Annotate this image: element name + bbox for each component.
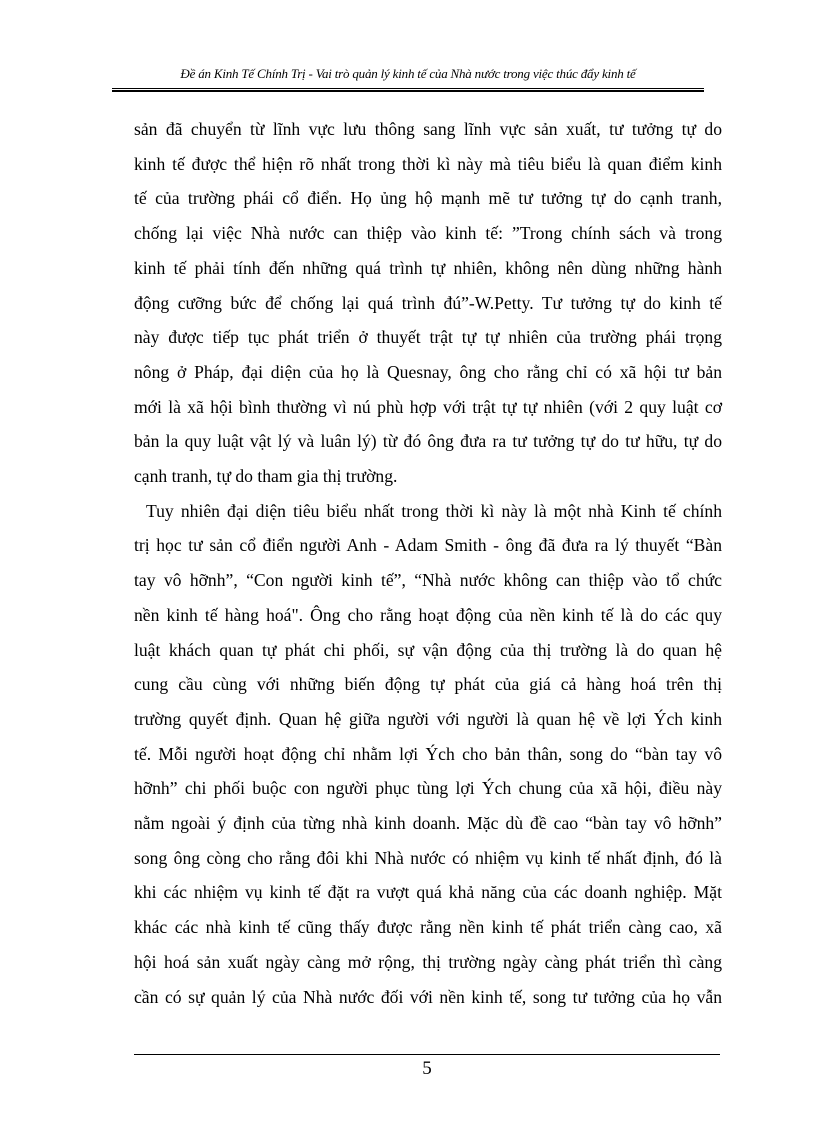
paragraph-1 (134, 112, 722, 494)
text-line: tế của trường phái cổ điển. Họ ủng hộ mạnh mẽ tư tưởng tự do cạnh tranh, (134, 188, 722, 209)
text-line: Tuy nhiên đại diện tiêu biểu nhất trong thời kì này là một nhà Kinh tế chính (146, 500, 722, 521)
text-line: bản la quy luật vật lý và luân lý) từ đó ông đưa ra tư tưởng tự do tư hữu, tự do (134, 431, 722, 452)
text-line: cần có sự quản lý của Nhà nước đối với nền kinh tế, song tư tưởng của họ vẫn (134, 986, 722, 1007)
text-line: cạnh tranh, tự do tham gia thị trường. (134, 466, 398, 487)
text-line: tay vô hỡnh”, “Con người kinh tế”, “Nhà nước không can thiệp vào tổ chức (134, 570, 722, 591)
text-line: hội hoá sản xuất ngày càng mở rộng, thị trường ngày càng phát triển thì càng (134, 951, 722, 972)
text-line: khi các nhiệm vụ kinh tế đặt ra vượt quá khả năng của các doanh nghiệp. Mặt (134, 882, 722, 903)
text-line: này được tiếp tục phát triển ở thuyết trật tự tự nhiên của trường phái trọng (134, 327, 722, 348)
text-line: trị học tư sản cổ điển người Anh - Adam Smith - ông đã đưa ra lý thuyết “Bàn (134, 535, 722, 556)
text-line: nền kinh tế hàng hoá". Ông cho rằng hoạt động của nền kinh tế là do các quy (134, 604, 722, 625)
paragraph-2 (134, 494, 722, 1015)
footer-rule (134, 1054, 720, 1055)
text-line: nông ở Pháp, đại diện của họ là Quesnay, ông cho rằng chỉ có xã hội tư bản (134, 361, 722, 382)
text-line: sản đã chuyển từ lĩnh vực lưu thông sang lĩnh vực sản xuất, tư tưởng tự do (134, 119, 722, 139)
text-line: hỡnh” chi phối buộc con người phục tùng lợi Ých chung của xã hội, điều này (134, 778, 722, 799)
body-text (134, 112, 722, 1014)
text-line: cung cầu cùng với những biến động tự phát của giá cả hàng hoá trên thị (134, 674, 722, 695)
text-line: động cưỡng bức để chống lại quá trình đú”-W.Petty. Tư tưởng tự do kinh tế (134, 292, 722, 313)
text-line: khác các nhà kinh tế cũng thấy được rằng nền kinh tế phát triển càng cao, xã (134, 917, 722, 938)
text-line: mới là xã hội bình thường vì nú phù hợp với trật tự tự nhiên (với 2 quy luật cơ (134, 396, 722, 417)
text-line: tế. Mỗi người hoạt động chỉ nhằm lợi Ých cho bản thân, song do “bàn tay vô (134, 743, 722, 764)
text-line: chống lại việc Nhà nước can thiệp vào kinh tế: ”Trong chính sách và trong (134, 223, 722, 244)
text-line: trường quyết định. Quan hệ giữa người với người là quan hệ về lợi Ých kinh (134, 708, 722, 729)
text-line: song ông còng cho rằng đôi khi Nhà nước có nhiệm vụ kinh tế nhất định, đó là (134, 847, 722, 868)
running-header: Đề án Kinh Tế Chính Trị - Vai trò quản lý kinh tế của Nhà nước trong việc thúc đẩy kinh tế (112, 66, 704, 89)
page-number: 5 (422, 1058, 432, 1079)
text-line: nằm ngoài ý định của từng nhà kinh doanh. Mặc dù đề cao “bàn tay vô hỡnh” (134, 813, 722, 834)
text-line: kinh tế được thể hiện rõ nhất trong thời kì này mà tiêu biểu là quan điểm kinh (134, 153, 722, 174)
text-line: kinh tế phải tính đến những quá trình tự nhiên, không nên dùng những hành (134, 257, 722, 278)
text-line: luật khách quan tự phát chi phối, sự vận động của thị trường là do quan hệ (134, 639, 722, 660)
